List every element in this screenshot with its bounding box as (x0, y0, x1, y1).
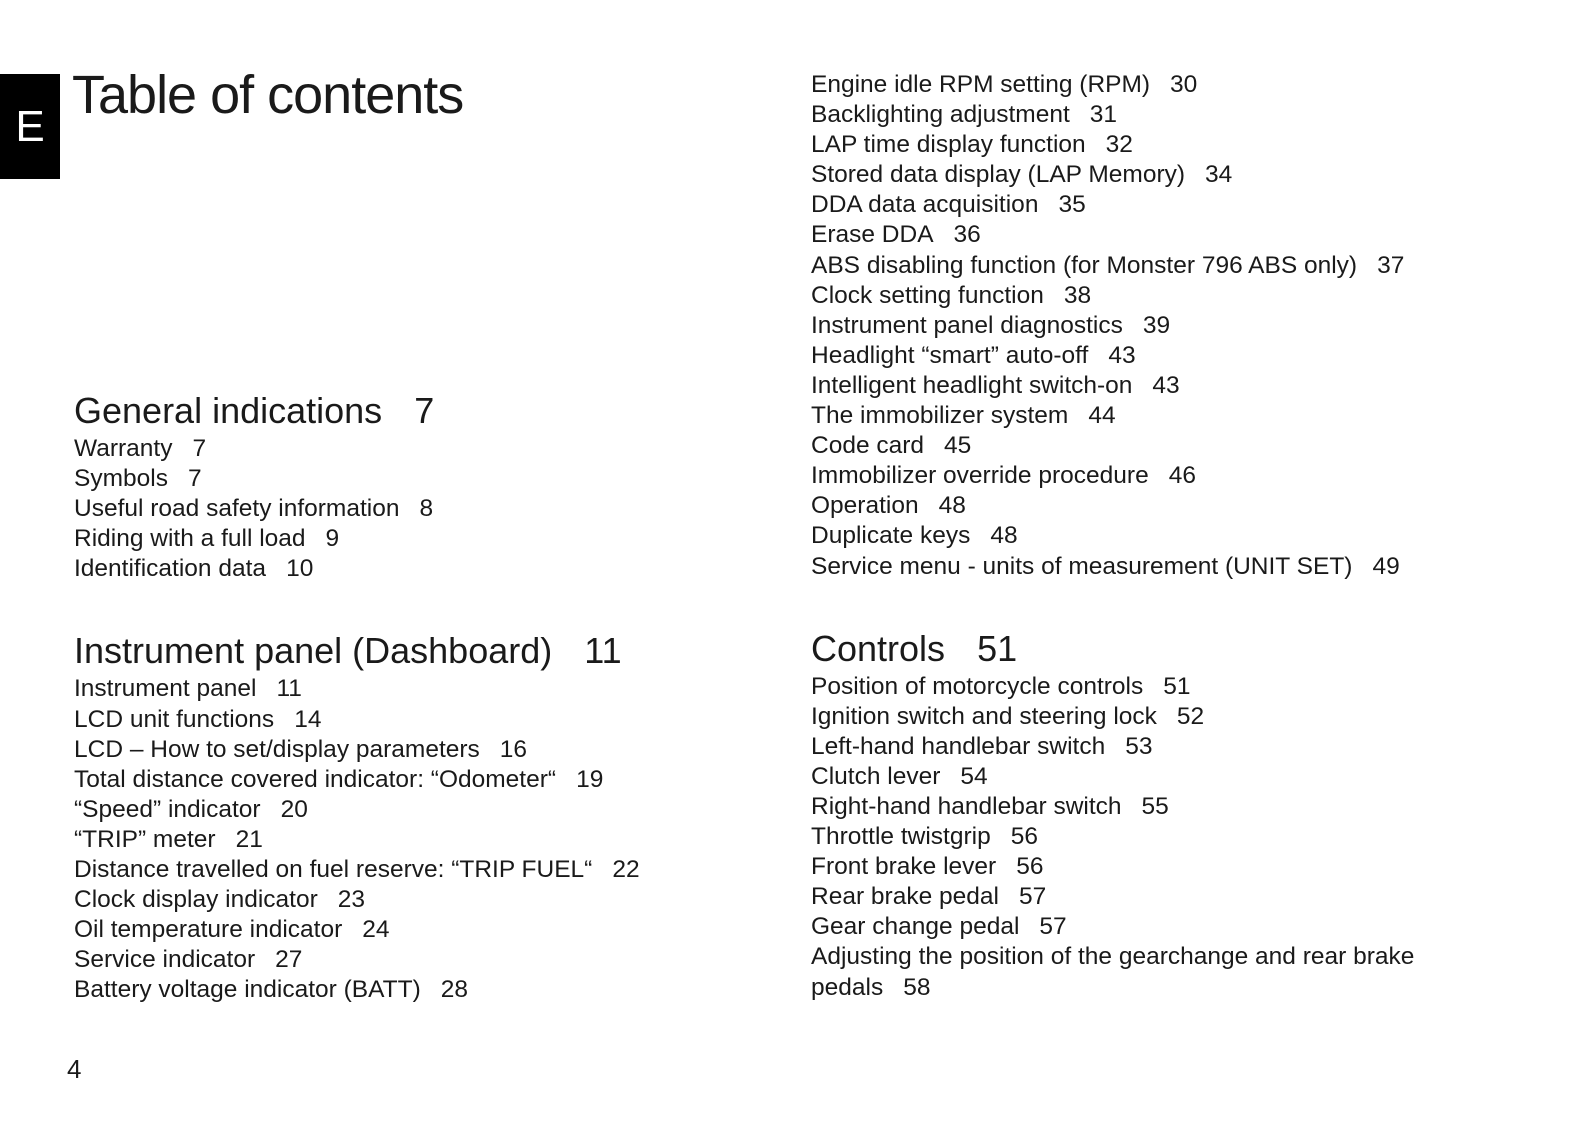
toc-entry[interactable] (74, 915, 754, 945)
toc-entry-label: Left-hand handlebar switch (811, 732, 1106, 760)
toc-entry-page: 20 (280, 795, 308, 823)
toc-entry-label: LCD – How to set/display parameters (74, 735, 480, 763)
toc-entry-page: 48 (938, 492, 966, 520)
toc-entry[interactable] (811, 672, 1531, 702)
toc-entry-label: LAP time display function (811, 131, 1086, 159)
toc-entry-label: Identification data (74, 555, 267, 583)
toc-entry-label: Symbols (74, 465, 168, 493)
toc-entry-page: 49 (1372, 552, 1400, 580)
toc-entry[interactable] (811, 160, 1531, 190)
toc-entry-page: 16 (499, 735, 528, 763)
toc-section-controls (811, 626, 1531, 1003)
toc-right-column (811, 70, 1531, 1047)
toc-entry-label: Stored data display (LAP Memory) (811, 161, 1186, 189)
toc-entry-label: Useful road safety information (74, 495, 400, 523)
toc-entry[interactable] (811, 190, 1531, 220)
toc-entry-label: Instrument panel (74, 675, 257, 703)
toc-entry-page: 34 (1205, 161, 1233, 189)
toc-entry-page: 43 (1152, 371, 1180, 399)
toc-entry-page: 22 (612, 856, 640, 884)
toc-entry-label: Clock setting function (811, 281, 1044, 309)
toc-entry-label: Operation (811, 492, 919, 520)
toc-entry-label: Ignition switch and steering lock (811, 702, 1157, 730)
toc-entry[interactable] (74, 975, 754, 1005)
toc-entry-page: 56 (1010, 823, 1038, 851)
toc-entry-page: 43 (1108, 341, 1136, 369)
toc-entry-label: Instrument panel diagnostics (811, 311, 1123, 339)
toc-entry[interactable] (811, 491, 1531, 521)
toc-entry-label: Headlight “smart” auto-off (811, 341, 1089, 369)
toc-entry-page: 32 (1105, 131, 1133, 159)
toc-section-general-indications (74, 388, 754, 584)
toc-entry-label: Total distance covered indicator: “Odometer“ (74, 765, 557, 793)
toc-entry-page: 24 (362, 916, 390, 944)
toc-entry[interactable] (811, 942, 1531, 1002)
toc-entry-label: Clock display indicator (74, 886, 318, 914)
toc-entry-page: 55 (1141, 792, 1169, 820)
toc-entry-label: Adjusting the position of the gearchange and rear brake pedals (811, 943, 1415, 1001)
toc-entry-page: 7 (187, 465, 202, 493)
toc-section-heading[interactable] (811, 626, 1531, 672)
toc-entry-page: 45 (944, 432, 972, 460)
toc-entry-label: Duplicate keys (811, 522, 971, 550)
toc-entry-page: 46 (1168, 462, 1196, 490)
toc-entry-page: 37 (1377, 251, 1405, 279)
toc-entry-page: 53 (1125, 732, 1153, 760)
toc-entry-page: 30 (1170, 71, 1198, 98)
toc-entry[interactable] (811, 461, 1531, 491)
toc-entry[interactable] (811, 251, 1531, 281)
toc-entry-label: Front brake lever (811, 853, 997, 881)
toc-section-title: General indications (74, 390, 383, 431)
toc-entry-label: Intelligent headlight switch-on (811, 371, 1133, 399)
toc-entry[interactable] (74, 825, 754, 855)
toc-entry-label: Gear change pedal (811, 913, 1020, 941)
toc-entry[interactable] (811, 220, 1531, 250)
toc-entry[interactable] (811, 702, 1531, 732)
toc-entry[interactable] (811, 852, 1531, 882)
page-number: 4 (67, 1054, 82, 1084)
toc-entry-page: 28 (440, 976, 469, 1004)
toc-entry-page: 57 (1039, 913, 1067, 941)
toc-entry[interactable] (811, 311, 1531, 341)
toc-entry-page: 35 (1058, 191, 1086, 219)
toc-entry-label: LCD unit functions (74, 705, 275, 733)
toc-entry[interactable] (811, 912, 1531, 942)
toc-entry[interactable] (811, 732, 1531, 762)
toc-entry-page: 58 (903, 973, 931, 1001)
toc-entry[interactable] (811, 762, 1531, 792)
toc-section-heading[interactable] (74, 388, 754, 434)
toc-entry[interactable] (811, 100, 1531, 130)
toc-entry-label: Rear brake pedal (811, 883, 999, 911)
section-tab-marker (0, 74, 60, 179)
toc-entry-page: 36 (953, 221, 981, 249)
toc-entry-label: Throttle twistgrip (811, 823, 991, 851)
toc-entry-page: 8 (419, 495, 434, 523)
toc-section-page: 51 (977, 627, 1018, 669)
toc-entry-label: Code card (811, 432, 925, 460)
toc-entry[interactable] (811, 341, 1531, 371)
page-title: Table of contents (72, 65, 464, 125)
toc-entry-page: 10 (286, 555, 314, 583)
toc-section-instrument-panel (74, 628, 754, 1005)
toc-entry-label: Immobilizer override procedure (811, 462, 1149, 490)
toc-entry-label: Riding with a full load (74, 525, 306, 553)
toc-entry[interactable] (811, 822, 1531, 852)
toc-section-title: Controls (811, 627, 946, 669)
toc-entry[interactable] (811, 130, 1531, 160)
toc-entry-page: 27 (275, 946, 303, 974)
toc-entry-page: 56 (1016, 853, 1044, 881)
toc-entry[interactable] (74, 735, 754, 765)
toc-entry-label: Oil temperature indicator (74, 916, 343, 944)
toc-entry-page: 23 (337, 886, 366, 914)
toc-entry-page: 48 (990, 522, 1018, 550)
toc-entry-page: 11 (276, 675, 302, 703)
toc-entry[interactable] (74, 855, 754, 885)
toc-left-column (74, 388, 754, 1050)
toc-entry-page: 19 (576, 765, 604, 793)
toc-entry-page: 7 (192, 435, 207, 462)
toc-entry[interactable] (74, 674, 754, 704)
toc-entry[interactable] (74, 554, 754, 584)
toc-entry[interactable] (811, 792, 1531, 822)
toc-entry[interactable] (811, 401, 1531, 431)
toc-entry-label: Warranty (74, 435, 173, 462)
toc-entry-label: DDA data acquisition (811, 191, 1039, 219)
toc-entry[interactable] (811, 371, 1531, 401)
toc-entry-page: 14 (294, 705, 322, 733)
toc-entry-page: 9 (325, 525, 340, 553)
toc-entry-label: Clutch lever (811, 762, 941, 790)
toc-section-page: 11 (584, 630, 622, 672)
toc-entry-page: 57 (1018, 883, 1047, 911)
tab-letter: E (15, 101, 45, 151)
toc-entry-label: “TRIP” meter (74, 825, 216, 853)
toc-entry-page: 21 (235, 825, 263, 853)
toc-entry-page: 44 (1088, 402, 1116, 430)
toc-entry-label: Erase DDA (811, 221, 934, 249)
toc-entry-label: Position of motorcycle controls (811, 672, 1144, 700)
toc-entry[interactable] (811, 882, 1531, 912)
toc-section-title: Instrument panel (Dashboard) (74, 630, 553, 672)
toc-entry-label: Engine idle RPM setting (RPM) (811, 71, 1151, 98)
toc-entry[interactable] (74, 885, 754, 915)
toc-continued-entries (811, 70, 1531, 582)
toc-entry[interactable] (74, 494, 754, 524)
toc-entry-page: 51 (1163, 672, 1191, 700)
toc-section-page: 7 (414, 390, 435, 431)
toc-entry-page: 54 (960, 762, 988, 790)
toc-entry[interactable] (74, 795, 754, 825)
toc-entry-label: Service indicator (74, 946, 256, 974)
toc-entry[interactable] (74, 524, 754, 554)
toc-entry[interactable] (74, 464, 754, 494)
toc-entry-page: 31 (1089, 101, 1118, 129)
toc-entry-label: The immobilizer system (811, 402, 1069, 430)
toc-entry[interactable] (74, 705, 754, 735)
toc-entry-label: “Speed” indicator (74, 795, 261, 823)
toc-entry[interactable] (74, 434, 754, 464)
toc-entry-page: 39 (1142, 311, 1171, 339)
toc-entry-label: ABS disabling function (for Monster 796 ABS only) (811, 251, 1358, 279)
toc-entry[interactable] (74, 945, 754, 975)
toc-entry[interactable] (811, 431, 1531, 461)
toc-entry-label: Service menu - units of measurement (UNIT SET) (811, 552, 1353, 580)
toc-section-heading[interactable] (74, 628, 754, 674)
toc-entry-label: Distance travelled on fuel reserve: “TRIP FUEL“ (74, 856, 593, 884)
toc-entry[interactable] (74, 765, 754, 795)
toc-entry[interactable] (811, 281, 1531, 311)
toc-entry-label: Battery voltage indicator (BATT) (74, 976, 421, 1004)
toc-entry[interactable] (811, 70, 1531, 100)
toc-entry-page: 52 (1176, 702, 1205, 730)
toc-entry-page: 38 (1063, 281, 1092, 309)
toc-entry[interactable] (811, 521, 1531, 551)
toc-entry-label: Right-hand handlebar switch (811, 792, 1122, 820)
toc-entry[interactable] (811, 552, 1531, 582)
toc-entry-label: Backlighting adjustment (811, 101, 1070, 129)
